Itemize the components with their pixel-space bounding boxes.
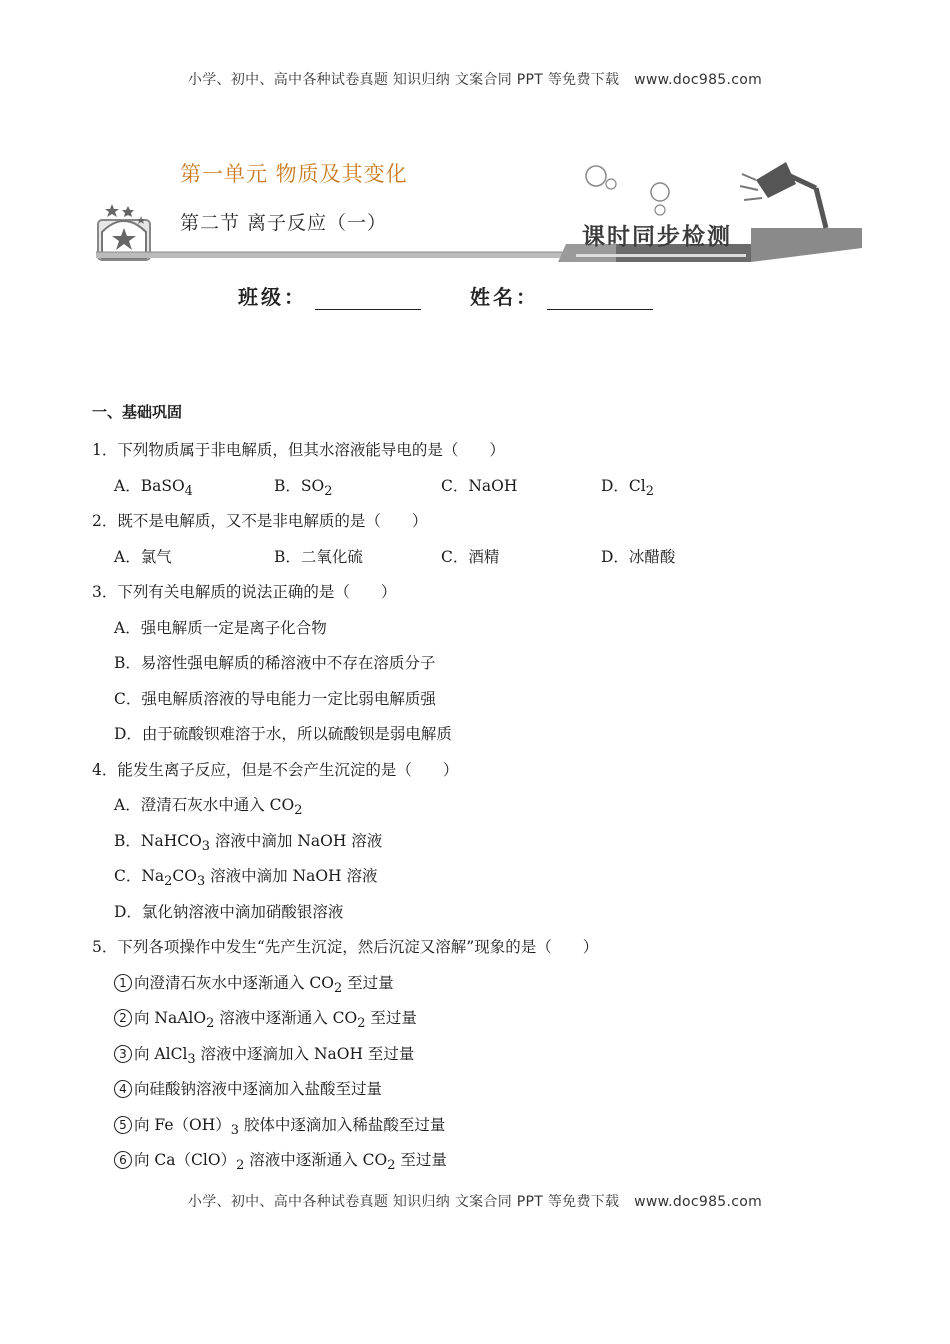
q5-item-4[interactable]: 4 向硅酸钠溶液中逐滴加入盐酸至过量 xyxy=(92,1072,872,1108)
footer-url: www.doc985.com xyxy=(634,1194,763,1210)
q2-option-d[interactable]: D．冰醋酸 xyxy=(601,547,676,566)
footer-text: 小学、初中、高中各种试卷真题 知识归纳 文案合同 PPT 等免费下载 xyxy=(187,1194,620,1210)
page-footer xyxy=(0,1191,950,1211)
class-label: 班级： xyxy=(238,285,307,309)
q5-item-3[interactable]: 3 向 AlCl$_3$ 溶液中逐滴加入 NaOH 至过量 xyxy=(92,1037,872,1073)
q4-option-b[interactable]: B．NaHCO$_3$ 溶液中滴加 NaOH 溶液 xyxy=(114,831,383,854)
lesson-banner xyxy=(96,140,866,270)
q5-item-5[interactable]: 5 向 $Fe(OH)_3$ 胶体中逐滴加入稀盐酸至过量 xyxy=(92,1108,872,1144)
q3-option-d[interactable]: D．由于硫酸钡难溶于水，所以硫酸钡是弱电解质 xyxy=(114,725,452,743)
question-2-options xyxy=(92,540,872,576)
circled-number: 5 xyxy=(114,1116,132,1134)
q1-option-c[interactable]: C．NaOH xyxy=(441,476,518,495)
q3-option-a[interactable]: A．强电解质一定是离子化合物 xyxy=(114,618,327,637)
q1-option-d[interactable]: D．$Cl_2$ xyxy=(601,476,654,499)
q2-option-a[interactable]: A．氯气 xyxy=(114,547,172,566)
unit-title: 第一单元 物质及其变化 xyxy=(180,162,408,186)
name-label: 姓名： xyxy=(470,285,539,309)
circled-number: 4 xyxy=(114,1080,132,1098)
q5-item-2[interactable]: 2 向 NaAlO$_2$ 溶液中逐渐通入 $CO_2$ 至过量 xyxy=(92,1001,872,1037)
question-1-options xyxy=(92,469,872,505)
q5-item-1[interactable]: 1 向澄清石灰水中逐渐通入 $CO_2$ 至过量 xyxy=(92,966,872,1002)
section-heading: 一、基础巩固 xyxy=(92,403,183,421)
class-field xyxy=(238,281,421,310)
q3-option-b[interactable]: B．易溶性强电解质的稀溶液中不存在溶质分子 xyxy=(114,654,436,672)
q3-option-c[interactable]: C．强电解质溶液的导电能力一定比弱电解质强 xyxy=(114,689,436,708)
question-5-stem: 5．下列各项操作中发生“先产生沉淀，然后沉淀又溶解”现象的是（ ） xyxy=(92,938,599,956)
name-field xyxy=(470,281,653,310)
header-url: www.doc985.com xyxy=(634,72,763,88)
question-list xyxy=(92,399,872,1179)
question-1-stem: 1．下列物质属于非电解质，但其水溶液能导电的是（ ） xyxy=(92,441,505,459)
q2-option-c[interactable]: C．酒精 xyxy=(441,547,500,566)
circled-number: 2 xyxy=(114,1009,132,1027)
sync-test-stamp: 课时同步检测 xyxy=(582,224,732,250)
question-3-stem: 3．下列有关电解质的说法正确的是（ ） xyxy=(92,583,397,601)
desk-lamp-icon xyxy=(740,162,826,228)
q1-option-b[interactable]: B．$SO_2$ xyxy=(274,476,333,499)
q5-item-6[interactable]: 6 向 $Ca(ClO)_2$ 溶液中逐渐通入 $CO_2$ 至过量 xyxy=(92,1143,872,1179)
class-blank[interactable] xyxy=(315,289,421,310)
page-header xyxy=(0,69,950,89)
section-title: 第二节 离子反应（一） xyxy=(180,212,388,234)
q1-option-a[interactable]: A．BaSO$_4$ xyxy=(114,476,193,499)
q4-option-d[interactable]: D．氯化钠溶液中滴加硝酸银溶液 xyxy=(114,902,344,921)
name-blank[interactable] xyxy=(547,289,653,310)
question-4-stem: 4．能发生离子反应，但是不会产生沉淀的是（ ） xyxy=(92,760,459,779)
q4-option-a[interactable]: A．澄清石灰水中通入 $CO_2$ xyxy=(114,796,303,819)
circled-number: 1 xyxy=(114,974,132,992)
circled-number: 6 xyxy=(114,1151,132,1169)
question-2-stem: 2．既不是电解质，又不是非电解质的是（ ） xyxy=(92,512,428,530)
header-text: 小学、初中、高中各种试卷真题 知识归纳 文案合同 PPT 等免费下载 xyxy=(187,72,620,88)
circled-number: 3 xyxy=(114,1045,132,1063)
q2-option-b[interactable]: B．二氧化硫 xyxy=(274,547,363,566)
q4-option-c[interactable]: C．$Na_2CO_3$ 溶液中滴加 NaOH 溶液 xyxy=(114,867,378,890)
